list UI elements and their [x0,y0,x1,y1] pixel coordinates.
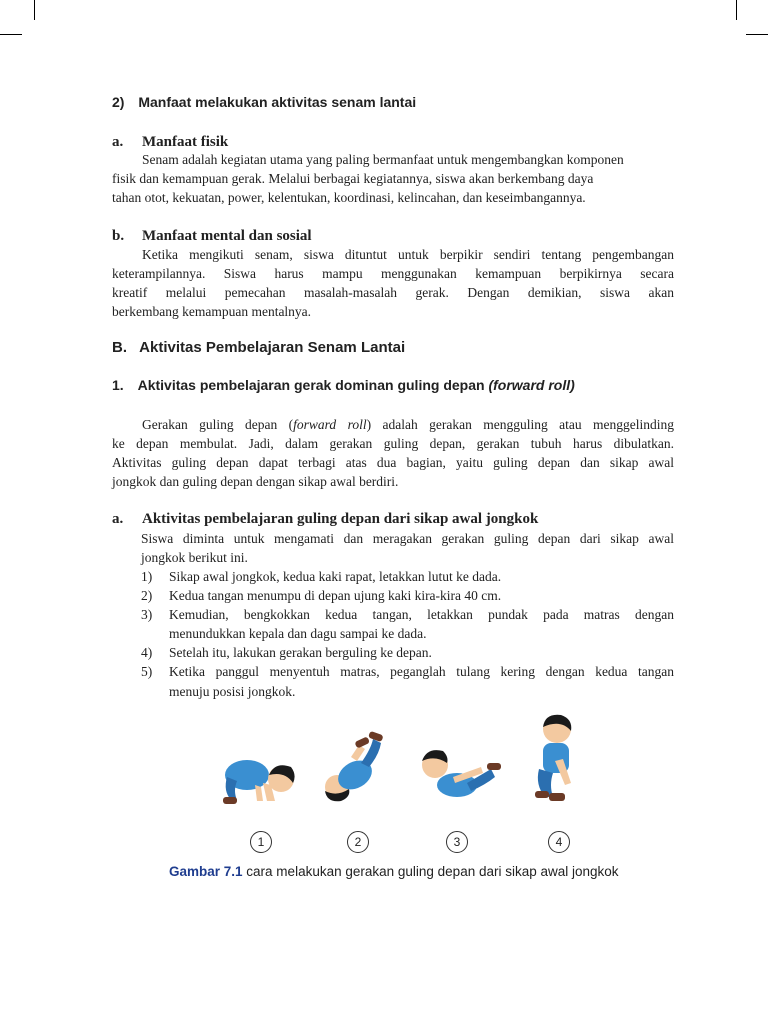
step-item [141,586,674,605]
figure-2-rolling [325,731,384,801]
sub-a-line-1: Senam adalah kegiatan utama yang paling bermanfaat untuk mengembangkan komponen [142,152,624,167]
section-b-marker: B. [112,339,127,356]
step-text: Sikap awal jongkok, kedua kaki rapat, letakkan lutut ke dada. [169,569,502,584]
step-number: 4) [141,645,153,660]
activity-a-marker: a. [112,511,124,527]
activity-a-heading [112,511,539,528]
section-2-number: 2) [112,94,125,110]
section-1-line-1: Gerakan guling depan (forward roll) adalah gerakan mengguling atau menggelinding [142,417,674,432]
step-text: Setelah itu, lakukan gerakan berguling ke depan. [169,645,432,660]
section-2-heading [112,94,416,110]
step-text: Kemudian, bengkokkan kedua tangan, letakkan pundak pada matras dengan [169,607,674,622]
step-item [141,662,674,701]
step-number: 3) [141,607,153,622]
activity-a-intro-1: Siswa diminta untuk mengamati dan meragakan gerakan guling depan dari sikap awal [141,531,674,546]
step-text: Ketika panggul menyentuh matras, peganglah tulang kering dengan kedua tangan [169,664,674,679]
sub-a-marker: a. [112,134,124,150]
sub-b-marker: b. [112,228,125,244]
figure-1-squat-start [223,760,295,804]
figure-3-tuck [422,750,501,797]
figure-caption-label: Gambar 7.1 [169,864,243,879]
figure-caption-text: cara melakukan gerakan guling depan dari sikap awal jongkok [242,864,619,879]
sub-b-paragraph [112,245,674,321]
sub-a-line-2: fisik dan kemampuan gerak. Melalui berbagai kegiatannya, siswa akan berkembang daya [112,171,594,186]
step-item [141,567,674,586]
section-1-line-2: ke depan membulat. Jadi, dalam gerakan guling depan, gerakan tubuh harus dibulatkan. [112,436,674,451]
section-2-title: Manfaat melakukan aktivitas senam lantai [138,94,417,110]
forward-roll-illustration [205,705,595,825]
sub-a-heading [112,134,229,151]
figure-4-squat-end [535,715,571,801]
sub-a-title: Manfaat fisik [142,134,229,150]
section-1-heading [112,377,575,393]
sub-b-line-1: Ketika mengikuti senam, siswa dituntut untuk berpikir sendiri tentang pengembangan [142,247,674,262]
activity-a-body [141,529,674,701]
step-text: menuju posisi jongkok. [169,684,296,699]
step-number: 5) [141,664,153,679]
sub-a-line-3: tahan otot, kekuatan, power, kelentukan, koordinasi, kelincahan, dan keseimbangannya. [112,190,586,205]
sub-a-paragraph [112,150,674,207]
step-item [141,643,674,662]
sub-b-line-2: keterampilannya. Siswa harus mampu menggunakan kemampuan berpikirnya secara [112,266,674,281]
figure-label-1: 1 [250,831,272,853]
figure-label-3: 3 [446,831,468,853]
section-b-heading [112,339,405,356]
section-1-number: 1. [112,377,124,393]
crop-mark-right-top [746,34,768,35]
figure-caption [169,864,619,879]
step-text: Kedua tangan menumpu di depan ujung kaki kira-kira 40 cm. [169,588,502,603]
forward-roll-term: forward roll [293,417,367,432]
sub-b-line-4: berkembang kemampuan mentalnya. [112,304,312,319]
step-text: menundukkan kepala dan dagu sampai ke dada. [169,626,427,641]
activity-a-title: Aktivitas pembelajaran guling depan dari sikap awal jongkok [142,511,539,527]
sub-b-heading [112,228,312,245]
activity-a-intro-2: jongkok berikut ini. [141,550,248,565]
figure-label-4: 4 [548,831,570,853]
section-b-title: Aktivitas Pembelajaran Senam Lantai [139,339,406,356]
sub-b-title: Manfaat mental dan sosial [142,228,312,244]
section-1-paragraph [112,415,674,491]
crop-mark-top-right [736,0,737,20]
sub-b-line-3: kreatif melalui pemecahan masalah-masalah gerak. Dengan demikian, siswa akan [112,285,674,300]
section-1-line-4: jongkok dan guling depan dengan sikap awal berdiri. [112,474,399,489]
step-number: 1) [141,569,153,584]
crop-mark-top-left [34,0,35,20]
crop-mark-left-top [0,34,22,35]
section-1-title-italic: (forward roll) [488,377,575,393]
figure-label-2: 2 [347,831,369,853]
section-1-title: Aktivitas pembelajaran gerak dominan guling depan [137,377,485,393]
section-1-line-3: Aktivitas guling depan dapat terbagi atas dua bagian, yaitu guling depan dan sikap awal [112,455,674,470]
step-item [141,605,674,643]
step-number: 2) [141,588,153,603]
